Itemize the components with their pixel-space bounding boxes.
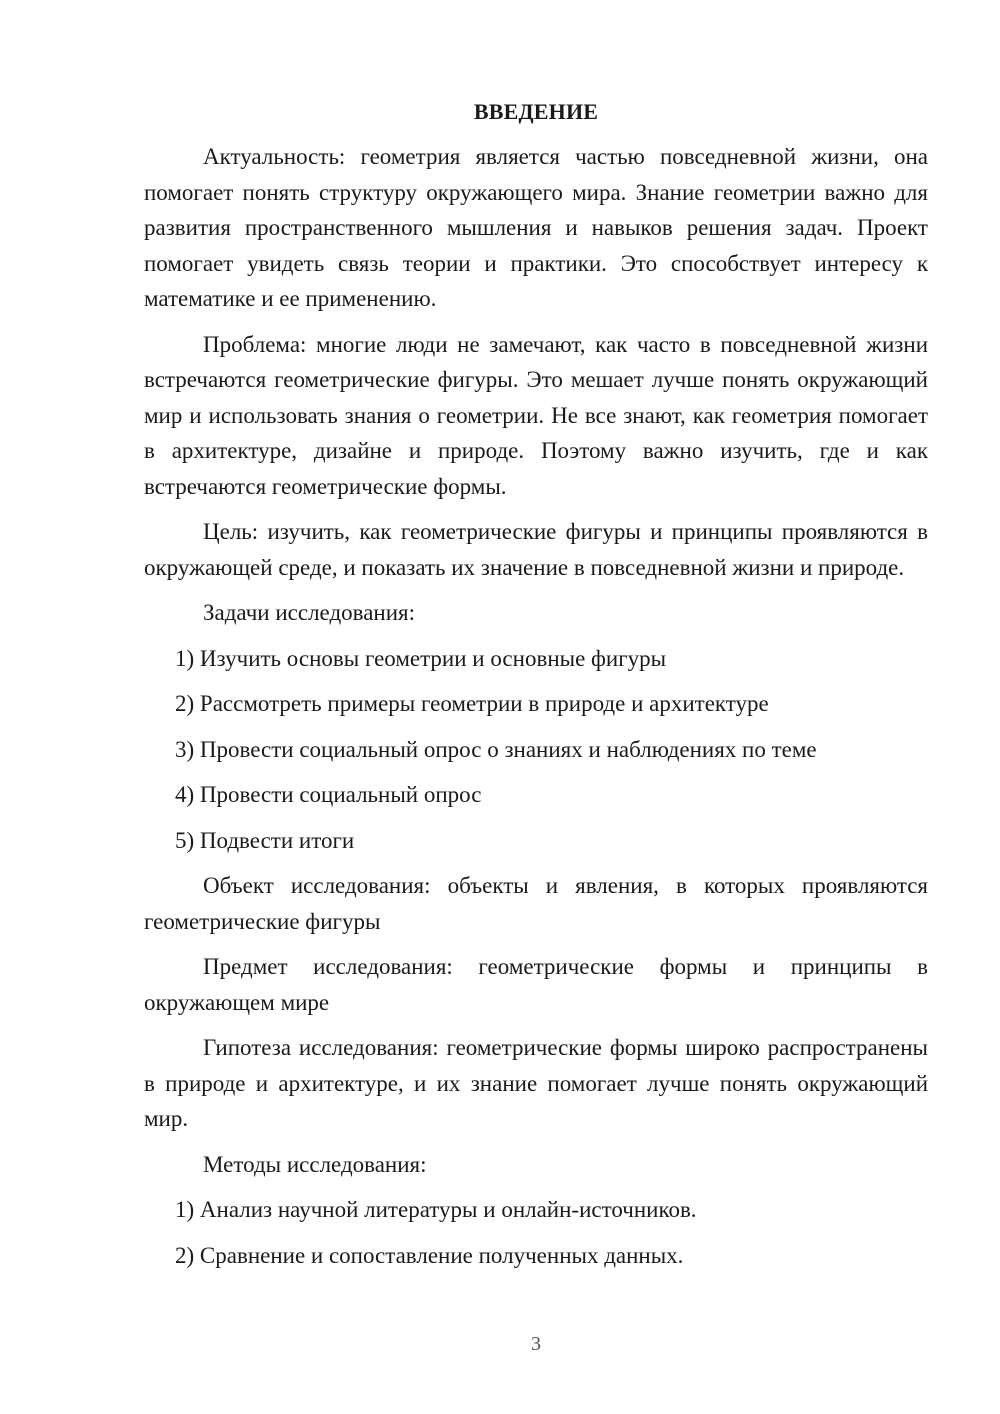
- page-title: ВВЕДЕНИЕ: [473, 99, 599, 124]
- task-item: 5) Подвести итоги: [175, 827, 355, 853]
- task-item: 1) Изучить основы геометрии и основные фигуры: [175, 645, 667, 671]
- task-item: 2) Рассмотреть примеры геометрии в природе и архитектуре: [175, 691, 769, 716]
- page-content: [144, 94, 928, 1283]
- subject-paragraph: Предмет исследования: геометрические формы и принципы в окружающем мире: [144, 954, 928, 1015]
- method-item: 2) Сравнение и сопоставление полученных данных.: [175, 1242, 684, 1268]
- methods-heading: Методы исследования:: [203, 1151, 427, 1177]
- method-item: 1) Анализ научной литературы и онлайн-источников.: [175, 1197, 697, 1222]
- hypothesis-paragraph: Гипотеза исследования: геометрические формы широко распространены в природе и архитектуре, и их знание помогает лучше понять окружающий мир.: [144, 1035, 928, 1131]
- methods-list: [144, 1192, 928, 1273]
- relevance-paragraph: Актуальность: геометрия является частью повседневной жизни, она помогает понять структуру окружающего мира. Знание геометрии важно для развития пространственного мышления и навыков решения задач. Проект помогает увидеть связь теории и практики. Это способствует интересу к математике и ее применению.: [144, 144, 928, 311]
- goal-paragraph: Цель: изучить, как геометрические фигуры и принципы проявляются в окружающей среде, и показать их значение в повседневной жизни и природе.: [144, 519, 928, 580]
- tasks-list: [144, 641, 928, 859]
- task-item: 3) Провести социальный опрос о знаниях и наблюдениях по теме: [175, 736, 817, 762]
- task-item: 4) Провести социальный опрос: [175, 782, 482, 807]
- object-paragraph: Объект исследования: объекты и явления, в которых проявляются геометрические фигуры: [144, 873, 928, 934]
- problem-paragraph: Проблема: многие люди не замечают, как часто в повседневной жизни встречаются геометрические фигуры. Это мешает лучше понять окружающий мир и использовать знания о геометрии. Не все знают, как геометрия помогает в архитектуре, дизайне и природе. Поэтому важно изучить, где и как встречаются геометрические формы.: [144, 331, 928, 499]
- page-number: 3: [531, 1333, 541, 1355]
- tasks-heading: Задачи исследования:: [203, 600, 416, 625]
